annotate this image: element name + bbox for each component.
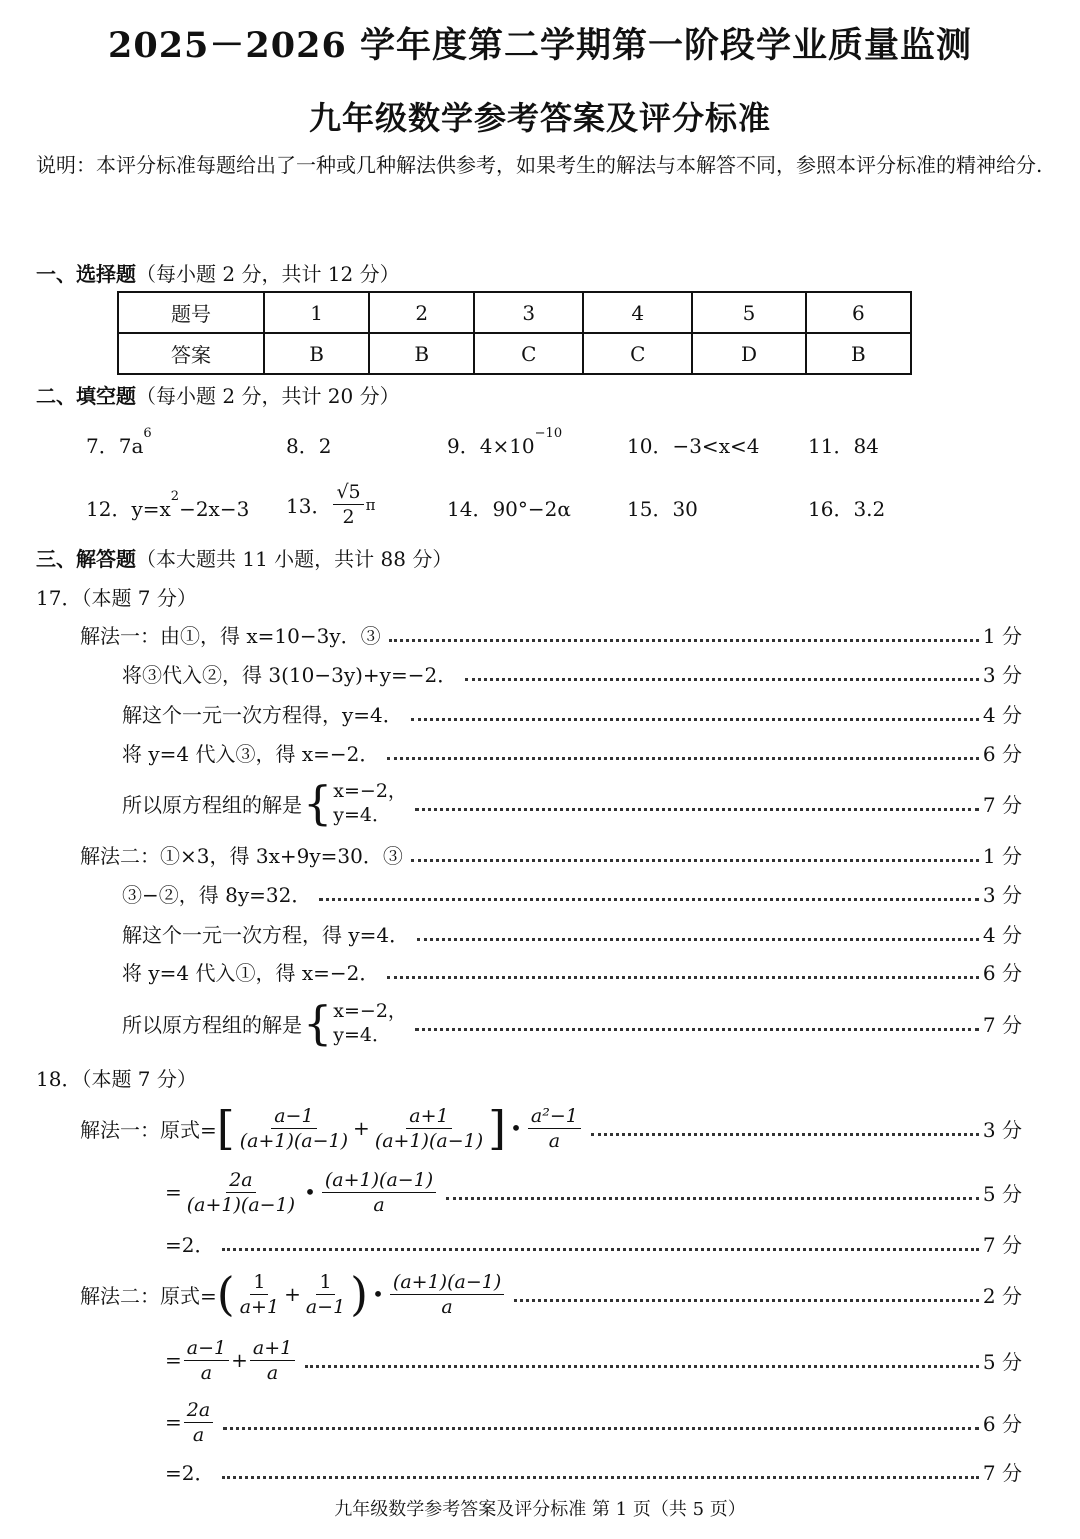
table-row [118,333,911,374]
score: 5 分 [982,1349,1022,1374]
table-cell: 6 [806,292,911,333]
grading-note: 说明：本评分标准每题给出了一种或几种解法供参考，如果考生的解法与本解答不同，参照本评分标准的精神给分. [36,153,1043,177]
table-cell: D [692,333,806,374]
solution-step: = $\frac{2a}{a}$ 6 分 [165,1398,1022,1446]
fill-answer-10: 10．−3<x<4 [627,434,760,458]
score: 6 分 [982,961,1022,985]
solution-step: ③−②，得 8y=32． 3 分 [122,879,1022,908]
table-cell: 5 [692,292,806,333]
left-brace-icon: { [303,776,333,830]
score: 3 分 [982,1117,1022,1142]
section-3-desc: （本大题共 11 小题，共计 88 分） [136,547,453,571]
question-18-title: 18．（本题 7 分） [36,1067,197,1091]
section-2-title: 二、填空题 [36,384,136,408]
section-1-desc: （每小题 2 分，共计 12 分） [136,262,400,286]
score: 3 分 [982,663,1022,687]
table-cell: 2 [369,292,474,333]
solution-step: 解这个一元一次方程，得 y=4． 4 分 [122,919,1022,948]
solution-step: 将 y=4 代入①，得 x=−2． 6 分 [122,957,1022,986]
solution-step: 解法一：由①，得 x=10−3y．③ 1 分 [80,620,1022,649]
equation-system: x=−2， y=4． [333,780,407,826]
section-2-desc: （每小题 2 分，共计 20 分） [136,384,400,408]
fill-answer-13: 13． $\frac{√5}{2}$ π [286,481,376,528]
score: 7 分 [982,792,1022,817]
score: 7 分 [982,1461,1022,1485]
section-1-heading [36,258,400,287]
table-cell: B [369,333,474,374]
table-cell: C [474,333,583,374]
score: 5 分 [982,1181,1022,1206]
fill-answer-11: 11．84 [808,434,879,458]
fill-answer-12: 12．$y=x^2-2x-3$ [86,489,250,521]
table-cell: 3 [474,292,583,333]
solution-step: 解法二：原式= ( $\frac{1}{a+1}$ + $\frac{1}{a-1}$ ) • $\frac{(a+1)(a-1)}{a}$ 2 分 [80,1267,1022,1321]
solution-step: = $\frac{2a}{(a+1)(a-1)}$ • $\frac{(a+1)(a-1)}{a}$ 5 分 [165,1168,1022,1216]
section-3-heading [36,543,452,572]
score: 4 分 [982,703,1022,727]
solution-step: 解法二：①×3，得 3x+9y=30．③ 1 分 [80,840,1022,869]
table-cell: 1 [264,292,369,333]
fraction: $\frac{√5}{2}$ [333,480,363,529]
score: 1 分 [982,844,1022,868]
score: 4 分 [982,923,1022,947]
fill-answer-9: 9．$4\times 10^{-10}$ [447,426,563,458]
solution-step: 解这个一元一次方程得，y=4． 4 分 [122,699,1022,728]
score: 7 分 [982,1012,1022,1037]
fill-answer-16: 16．3.2 [808,497,886,521]
solution-step: 所以原方程组的解是 { x=−2， y=4． 7 分 [122,776,1022,830]
score: 7 分 [982,1233,1022,1257]
solution-step: =2． 7 分 [165,1229,1022,1258]
fill-answer-14: 14．90°−2α [447,497,571,521]
table-row [118,292,911,333]
table-cell: B [264,333,369,374]
page-footer: 九年级数学参考答案及评分标准 第 1 页（共 5 页） [334,1499,746,1520]
solution-step: 所以原方程组的解是 { x=−2， y=4． 7 分 [122,996,1022,1050]
left-brace-icon: { [303,996,333,1050]
fill-answer-8: 8．2 [286,434,332,458]
score: 6 分 [982,1411,1022,1436]
solution-step: = $\frac{a-1}{a}$ + $\frac{a+1}{a}$ 5 分 [165,1336,1022,1384]
table-cell: B [806,333,911,374]
table-row-label: 题号 [118,292,264,333]
question-17-title: 17．（本题 7 分） [36,586,197,610]
section-3-title: 三、解答题 [36,547,136,571]
score: 3 分 [982,883,1022,907]
equation-system: x=−2， y=4． [333,1000,407,1046]
score: 1 分 [982,624,1022,648]
fill-answer-7: 7．$7a^6$ [86,426,152,458]
fill-answer-15: 15．30 [627,497,698,521]
document-title: 2025－2026 学年度第二学期第一阶段学业质量监测 [107,25,972,66]
section-2-heading [36,380,400,409]
solution-step: 将 y=4 代入③，得 x=−2． 6 分 [122,738,1022,767]
choice-answer-table [117,291,912,375]
score: 2 分 [982,1283,1022,1308]
solution-step: 将③代入②，得 3(10−3y)+y=−2． 3 分 [122,659,1022,688]
score: 6 分 [982,742,1022,766]
document-subtitle: 九年级数学参考答案及评分标准 [308,99,771,137]
solution-step: 解法一：原式= [ $\frac{a-1}{(a+1)(a-1)}$ + $\frac{a+1}{(a+1)(a-1)}$ ] • $\frac{\text{a²−1}}{a}$ 3 分 [80,1101,1022,1155]
solution-step: =2． 7 分 [165,1457,1022,1486]
table-row-label: 答案 [118,333,264,374]
table-cell: C [583,333,692,374]
table-cell: 4 [583,292,692,333]
section-1-title: 一、选择题 [36,262,136,286]
